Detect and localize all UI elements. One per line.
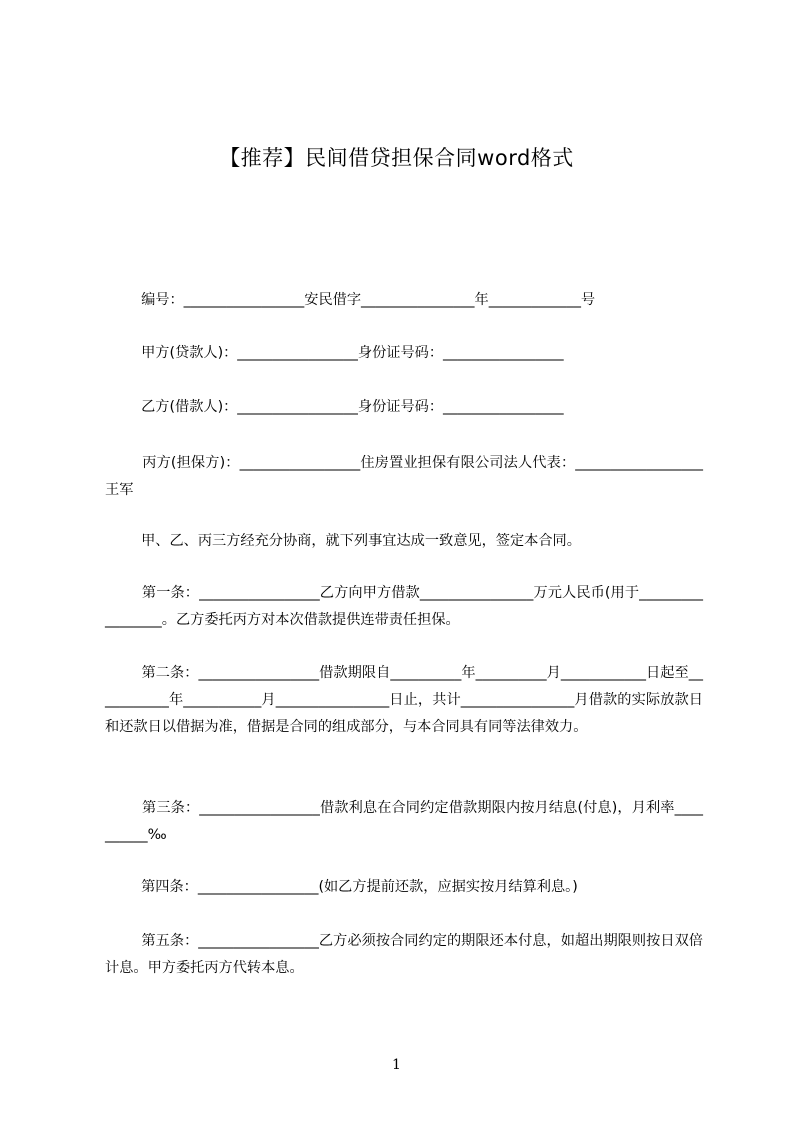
lender-line: 甲方(贷款人)：_________________身份证号码：_________________	[105, 345, 564, 361]
article-3-paragraph: 第三条：_________________借款利息在合同约定借款期限内按月结息(付息)，月利率__________‰	[105, 800, 703, 843]
guarantor-line: 丙方(担保方)：_________________住房置业担保有限公司法人代表：__________________王军	[105, 455, 703, 498]
intro-paragraph: 甲、乙、丙三方经充分协商，就下列事宜达成一致意见，签定本合同。	[105, 533, 581, 549]
article-2-paragraph: 第二条：_________________借款期限自__________年__________月____________日起至___________年___________月________________日止，共计________________月借款的实际放款日和还款日以借据为准，借据是合同的组成部分，与本合同具有同等法律效力。	[105, 665, 703, 735]
borrower-line: 乙方(借款人)：_________________身份证号码：_________________	[105, 399, 564, 415]
page-number: 1	[392, 1057, 401, 1073]
contract-number-line: 编号：_________________安民借字________________年_____________号	[105, 292, 596, 308]
document-title: 【推荐】民间借贷担保合同word格式	[219, 146, 574, 170]
article-5-paragraph: 第五条：_________________乙方必须按合同约定的期限还本付息，如超出期限则按日双倍计息。甲方委托丙方代转本息。	[105, 933, 703, 976]
article-4-paragraph: 第四条：_________________(如乙方提前还款，应据实按月结算利息。)	[105, 879, 578, 895]
article-1-paragraph: 第一条：_________________乙方向甲方借款________________万元人民币(用于_________________。乙方委托丙方对本次借款提供连带责任担保。	[105, 585, 703, 628]
